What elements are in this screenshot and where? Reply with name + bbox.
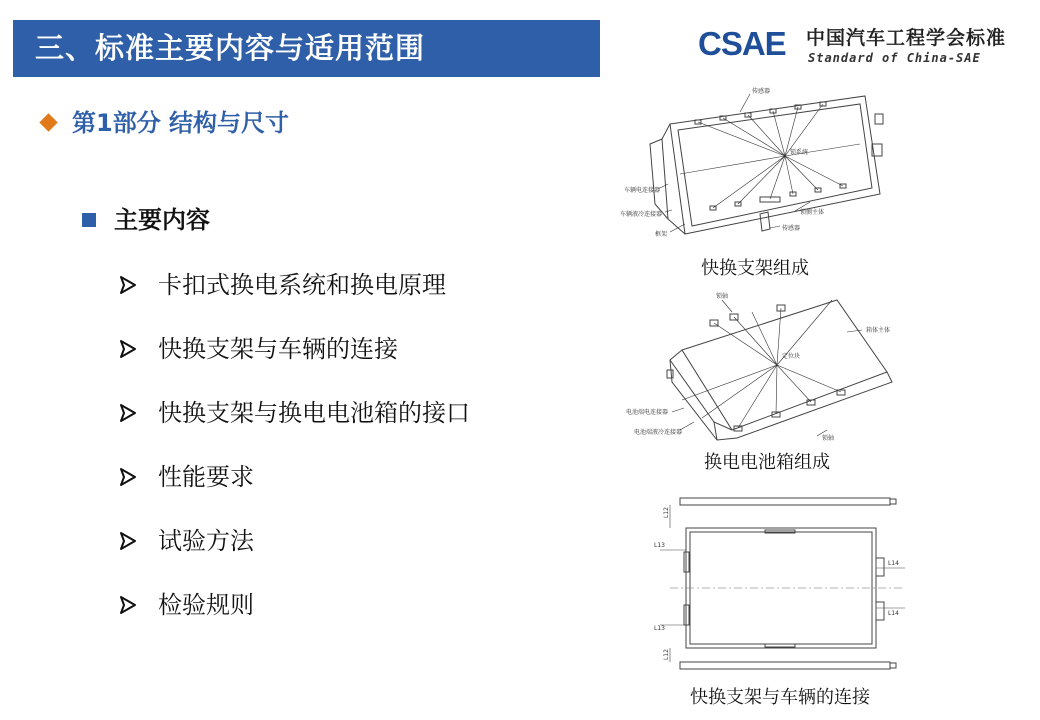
arrow-icon: [118, 467, 138, 487]
diamond-icon: [39, 113, 57, 131]
figure-caption: 快换支架与车辆的连接: [690, 687, 870, 708]
list-item-text: 试验方法: [158, 527, 254, 555]
logo-mark: CSAE: [698, 25, 786, 62]
dimension-label: L13: [654, 542, 665, 549]
battery-callout-label: 电池端电连接器: [626, 409, 669, 416]
section-title: 第1部分 结构与尺寸: [72, 109, 290, 137]
list-item-text: 检验规则: [158, 591, 254, 619]
logo-chinese-text: 中国汽车工程学会标准: [806, 27, 1007, 49]
dimension-label: L14: [888, 610, 899, 617]
dimension-label: L14: [888, 560, 899, 567]
dimension-label: L13: [654, 625, 665, 632]
square-icon: [82, 213, 96, 227]
bracket-callout-label: 锁系统: [790, 149, 809, 156]
title-bar: [13, 20, 600, 77]
list-item-text: 快换支架与换电电池箱的接口: [158, 399, 470, 427]
bracket-callout-label: 锁侧主体: [800, 209, 825, 216]
page-title: 三、标准主要内容与适用范围: [35, 31, 426, 65]
figure-caption: 快换支架组成: [701, 258, 809, 279]
connection-drawing: [640, 490, 920, 680]
battery-callout-label: 锁轴: [716, 293, 729, 300]
figure-vehicle-connection: [640, 490, 920, 714]
bracket-callout-label: 传感器: [752, 88, 771, 95]
arrow-icon: [118, 531, 138, 551]
bracket-callout-label: 传感器: [782, 225, 801, 232]
arrow-icon: [118, 339, 138, 359]
bracket-callout-label: 框架: [655, 231, 668, 238]
bracket-callout-label: 车辆电连接器: [624, 187, 661, 194]
battery-callout-label: 电池端液冷连接器: [634, 429, 683, 436]
bracket-callout-label: 车辆液冷连接器: [620, 211, 663, 218]
list-item-text: 性能要求: [158, 463, 254, 491]
arrow-icon: [118, 403, 138, 423]
csae-logo: [698, 24, 1010, 68]
battery-callout-label: 箱体主体: [866, 327, 891, 334]
list-item-text: 快换支架与车辆的连接: [158, 335, 398, 363]
battery-callout-label: 锁轴: [822, 435, 835, 442]
sub-title: 主要内容: [114, 206, 210, 234]
dimension-label: L12: [663, 507, 670, 518]
figure-caption: 换电电池箱组成: [704, 452, 830, 473]
arrow-icon: [118, 595, 138, 615]
battery-callout-label: 定位块: [782, 353, 801, 360]
bracket-drawing: [610, 84, 900, 254]
dimension-label: L12: [663, 649, 670, 660]
figure-battery-pack: [622, 290, 912, 474]
figure-bracket: [610, 84, 900, 280]
arrow-icon: [118, 275, 138, 295]
list-item-text: 卡扣式换电系统和换电原理: [158, 271, 446, 299]
battery-pack-drawing: [622, 290, 912, 448]
logo-english-text: Standard of China-SAE: [808, 51, 981, 65]
